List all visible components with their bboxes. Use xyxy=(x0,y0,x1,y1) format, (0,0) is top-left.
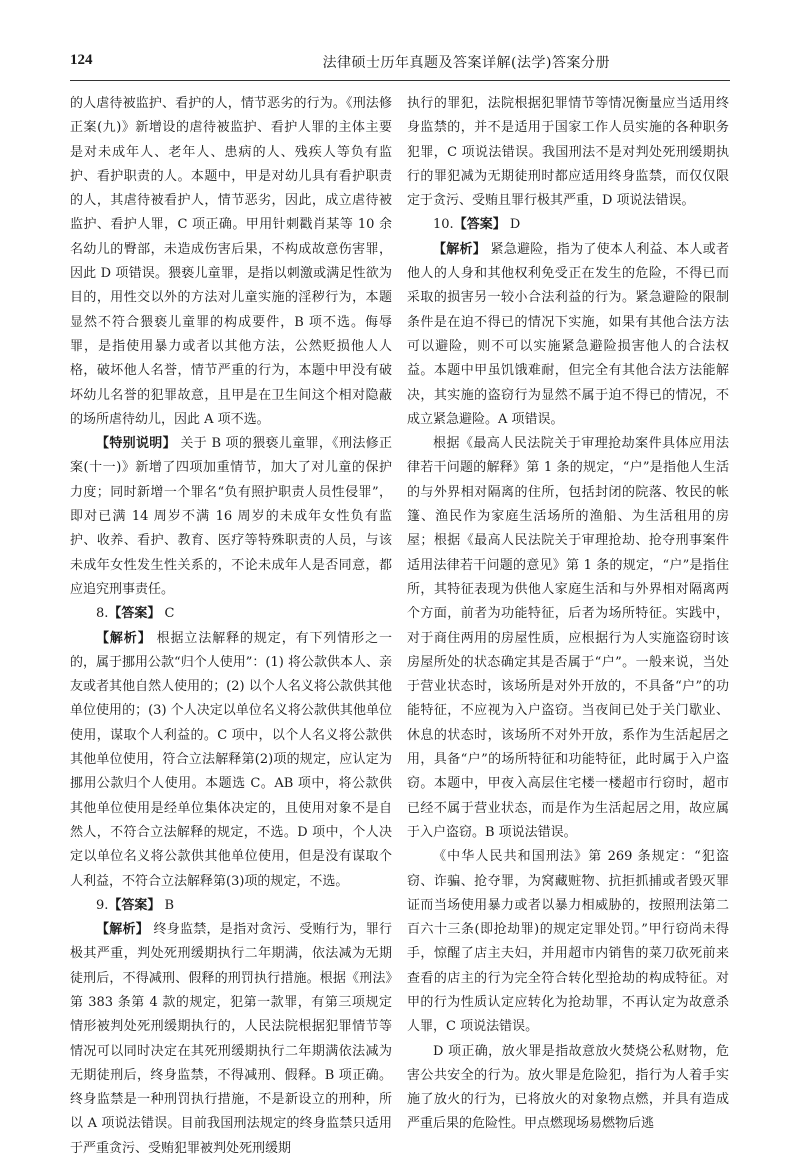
answer-tag: 【答案】 xyxy=(453,217,506,233)
paragraph: 的人虐待被监护、看护的人，情节恶劣的行为。《刑法修正案(九)》新增设的虐待被监护、看护人罪的主体主要是对未成年人、老年人、患病的人、残疾人等负有监护、看护职责的人。本题中，甲是对幼儿具有看护职责的人，其虐待被看护人，情节恶劣，因此，成立虐待被监护、看护人罪，C 项正确。甲用针刺戳肖某等 10 余名幼儿的臀部，未造成伤害后果，不构成故意伤害罪，因此 D 项错误。猥亵儿童罪，是指以刺激或满足性欲为目的，用性交以外的方法对儿童实施的淫秽行为，本题显然不符合猥亵儿童罪的构成要件，B 项不选。侮辱罪，是指使用暴力或者以其他方法，公然贬损他人人格，破坏他人名誉，情节严重的行为，本题中甲没有破坏幼儿名誉的犯罪故意，且甲是在卫生间这个相对隐蔽的场所虐待幼儿，因此 A 项不选。 xyxy=(70,96,392,427)
answer-value: B xyxy=(160,897,175,913)
paragraph: D 项正确，放火罪是指故意放火焚烧公私财物，危害公共安全的行为。放火罪是危险犯，指行为人着手实施了放火的行为，已将放火的对象物点燃，并具有造成严重后果的危险性。甲点燃现场易燃物后逃 xyxy=(407,1043,729,1132)
page-header xyxy=(70,52,730,78)
section-tag: 【解析】 xyxy=(96,922,150,938)
paragraph-text: 根据立法解释的规定，有下列情形之一的，属于挪用公款“归个人使用”：(1) 将公款供本人、亲友或者其他自然人使用的；(2) 以个人名义将公款供其他单位使用的；(3) 个人决定以单位名义将公款供其他单位使用，谋取个人利益的。C 项中，以个人名义将公款供其他单位使用，符合立法解释第(2)项的规定，应认定为挪用公款归个人使用。本题选 C。AB 项中，将公款供其他单位使用是经单位集体决定的，且使用对象不是自然人，不符合立法解释的规定，不选。D 项中，个人决定以单位名义将公款供其他单位使用，但是没有谋取个人利益，不符合立法解释第(3)项的规定，不选。 xyxy=(70,630,392,889)
paragraph xyxy=(70,918,392,1161)
answer-value: C xyxy=(160,606,175,622)
header-rule xyxy=(70,80,730,81)
section-tag: 【解析】 xyxy=(433,241,487,257)
answer-value: D xyxy=(505,217,521,233)
paragraph xyxy=(407,238,729,432)
section-tag: 【解析】 xyxy=(96,630,152,646)
answer-tag: 【答案】 xyxy=(108,606,161,622)
paragraph xyxy=(70,627,392,894)
paragraph-text: 终身监禁，是指对贪污、受贿行为，罪行极其严重，判处死刑缓期执行二年期满，依法减为无期徒刑后，不得减刑、假释的刑罚执行措施。根据《刑法》第 383 条第 4 款的规定，犯第一款罪，有第三项规定情形被判处死刑缓期执行的，人民法院根据犯罪情节等情况可以同时决定在其死刑缓期执行二年期满依法减为无期徒刑后，终身监禁，不得减刑、假释。B 项正确。终身监禁是一种刑罚执行措施，不是新设立的刑种，所以 A 项说法错误。目前我国刑法规定的终身监禁只适用于严重贪污、受贿犯罪被判处死刑缓期 xyxy=(70,922,392,1156)
question-number: 9. xyxy=(96,897,109,913)
answer-line xyxy=(407,213,729,237)
question-number: 10. xyxy=(433,217,454,233)
paragraph xyxy=(70,432,392,602)
page-number: 124 xyxy=(70,52,93,68)
answer-line xyxy=(70,602,392,626)
left-column xyxy=(70,92,392,1161)
paragraph: 执行的罪犯，法院根据犯罪情节等情况衡量应当适用终身监禁的，并不是适用于国家工作人员实施的各种职务犯罪，C 项说法错误。我国刑法不是对判处死刑缓期执行的罪犯减为无期徒刑时都应适用终身监禁，而仅仅限定于贪污、受贿且罪行极其严重，D 项说法错误。 xyxy=(407,96,729,209)
answer-line xyxy=(70,894,392,918)
section-tag: 【特别说明】 xyxy=(96,436,176,452)
right-column xyxy=(407,92,729,1137)
paragraph-text: 关于 B 项的猥亵儿童罪，《刑法修正案(十一)》新增了四项加重情节，加大了对儿童的保护力度；同时新增一个罪名“负有照护职责人员性侵罪”，即对已满 14 周岁不满 16 周岁的未成年女性负有监护、收养、看护、教育、医疗等特殊职责的人员，与该未成年女性发生性关系的，不论未成年人是否同意，都应追究刑事责任。 xyxy=(70,436,392,597)
paragraph: 《中华人民共和国刑法》第 269 条规定：“犯盗窃、诈骗、抢夺罪，为窝藏赃物、抗拒抓捕或者毁灭罪证而当场使用暴力或者以暴力相威胁的，按照刑法第二百六十三条(即抢劫罪)的规定定罪处罚。”甲行窃尚未得手，惊醒了店主夫妇，并用超市内销售的菜刀砍死前来查看的店主的行为完全符合转化型抢劫的构成特征。对甲的行为性质认定应转化为抢劫罪，不再认定为故意杀人罪，C 项说法错误。 xyxy=(407,849,729,1035)
book-title: 法律硕士历年真题及答案详解(法学)答案分册 xyxy=(322,55,610,71)
question-number: 8. xyxy=(96,606,109,622)
answer-tag: 【答案】 xyxy=(108,897,161,913)
paragraph-text: 紧急避险，指为了使本人利益、本人或者他人的人身和其他权利免受正在发生的危险，不得已而采取的损害另一较小合法利益的行为。紧急避险的限制条件是在迫不得已的情况下实施，如果有其他合法方法可以避险，则不可以实施紧急避险损害他人的合法权益。本题中甲虽饥饿难耐，但完全有其他合法方法能解决，其实施的盗窃行为显然不属于迫不得已的情况，不成立紧急避险。A 项错误。 xyxy=(407,241,729,427)
paragraph: 根据《最高人民法院关于审理抢劫案件具体应用法律若干问题的解释》第 1 条的规定，“户”是指他人生活的与外界相对隔离的住所，包括封闭的院落、牧民的帐篷、渔民作为家庭生活场所的渔船、为生活租用的房屋；根据《最高人民法院关于审理抢劫、抢夺刑事案件适用法律若干问题的意见》第 1 条的规定，“户”是指住所，其特征表现为供他人家庭生活和与外界相对隔离两个方面，前者为功能特征，后者为场所特征。实践中，对于商住两用的房屋性质，应根据行为人实施盗窃时该房屋所处的状态确定其是否属于“户”。一般来说，当处于营业状态时，该场所是对外开放的，不具备“户”的功能特征，不应视为入户盗窃。当夜间已处于关门歇业、休息的状态时，该场所不对外开放，系作为生活起居之用，具备“户”的场所特征和功能特征，此时属于入户盗窃。本题中，甲夜入高层住宅楼一楼超市行窃时，超市已经不属于营业状态，而是作为生活起居之用，故应属于入户盗窃。B 项说法错误。 xyxy=(407,436,729,840)
